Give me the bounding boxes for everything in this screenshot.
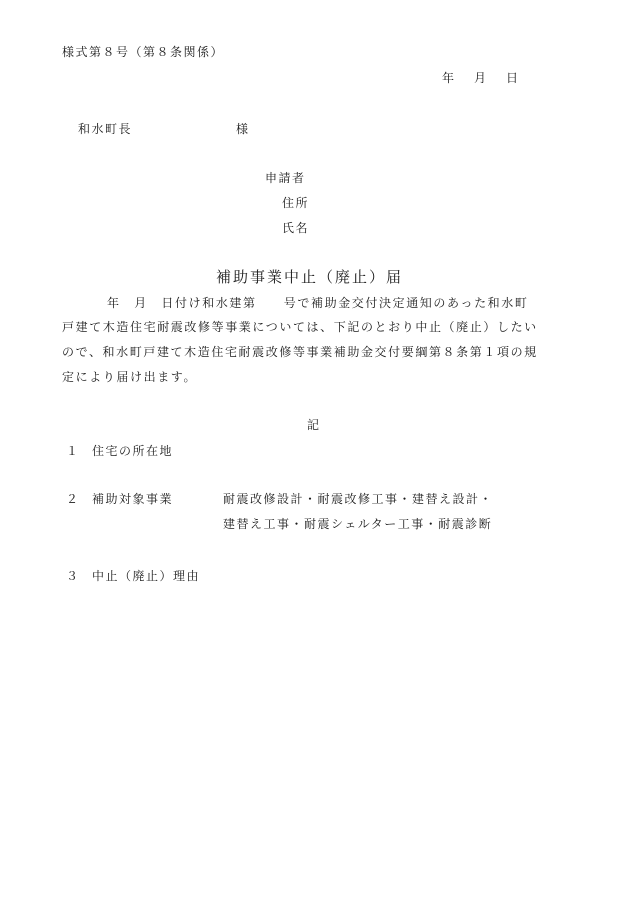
body-line-3: ので、和水町戸建て木造住宅耐震改修等事業補助金交付要綱第８条第１項の規 <box>62 345 538 359</box>
item-1-number: １ <box>66 444 80 458</box>
item-3-label: 中止（廃止）理由 <box>92 569 201 583</box>
body-line-2: 戸建て木造住宅耐震改修等事業については、下記のとおり中止（廃止）したい <box>62 320 538 334</box>
body-line-1: 年 月 日付け和水建第 号で補助金交付決定通知のあった和水町 <box>107 296 529 310</box>
applicant-name-label: 氏名 <box>282 221 310 235</box>
document-title: 補助事業中止（廃止）届 <box>216 268 404 286</box>
applicant-label: 申請者 <box>265 171 306 185</box>
item-2-value-line-2: 建替え工事・耐震シェルター工事・耐震診断 <box>223 517 493 531</box>
item-2-number: ２ <box>66 492 80 506</box>
ki-heading: 記 <box>307 418 321 432</box>
item-1-label: 住宅の所在地 <box>92 444 174 458</box>
date-line: 年 月 日 <box>442 71 523 85</box>
addressee-honorific: 様 <box>236 122 250 136</box>
form-number: 様式第８号（第８条関係） <box>62 45 225 59</box>
applicant-address-label: 住所 <box>282 196 310 210</box>
item-3-number: ３ <box>66 569 80 583</box>
addressee-name: 和水町長 <box>78 122 133 136</box>
body-line-4: 定により届け出ます。 <box>62 370 198 384</box>
item-2-value-line-1: 耐震改修設計・耐震改修工事・建替え設計・ <box>223 492 494 506</box>
item-2-label: 補助対象事業 <box>92 492 174 506</box>
